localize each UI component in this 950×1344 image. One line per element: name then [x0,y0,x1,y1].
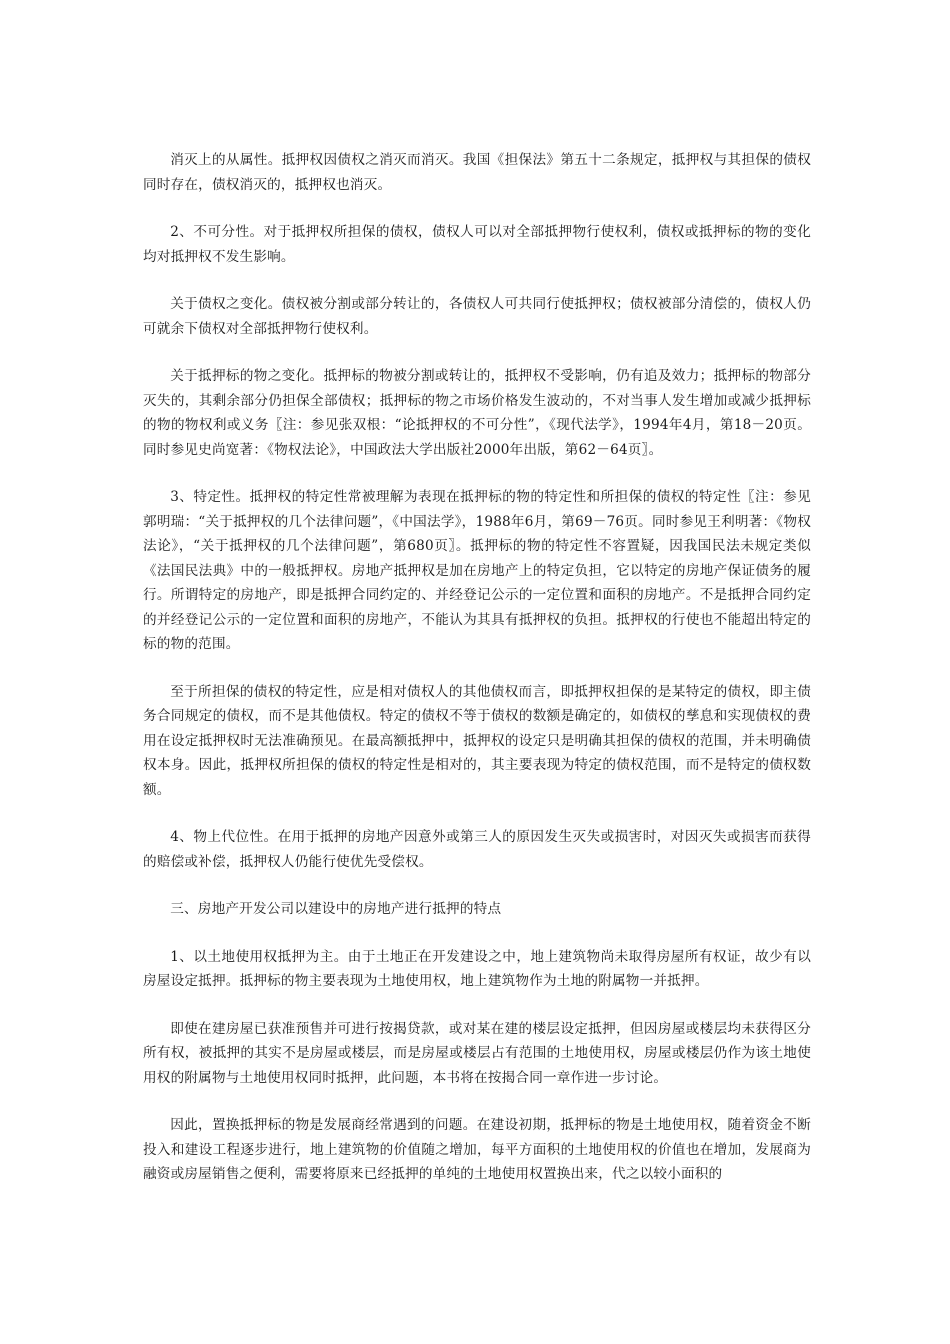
paragraph-6: 至于所担保的债权的特定性，应是相对债权人的其他债权而言，即抵押权担保的是某特定的债权，即主债务合同规定的债权，而不是其他债权。特定的债权不等于债权的数额是确定的，如债权的孳息和实现债权的费用在设定抵押权时无法准确预见。在最高额抵押中，抵押权的设定只是明确其担保的债权的范围，并未明确债权本身。因此，抵押权所担保的债权的特定性是相对的，其主要表现为特定的债权范围，而不是特定的债权数额。 [143,683,811,798]
paragraph-11: 因此，置换抵押标的物是发展商经常遇到的问题。在建设初期，抵押标的物是土地使用权，随着资金不断投入和建设工程逐步进行，地上建筑物的价值随之增加，每平方面积的土地使用权的价值也在增加，发展商为融资或房屋销售之便利，需要将原来已经抵押的单纯的土地使用权置换出来，代之以较小面积的 [143,1117,811,1182]
paragraph-7: 4、物上代位性。在用于抵押的房地产因意外或第三人的原因发生灭失或损害时，对因灭失或损害而获得的赔偿或补偿，抵押权人仍能行使优先受偿权。 [143,829,811,870]
paragraph-10: 即使在建房屋已获准预售并可进行按揭贷款，或对某在建的楼层设定抵押，但因房屋或楼层均未获得区分所有权，被抵押的其实不是房屋或楼层，而是房屋或楼层占有范围的土地使用权，房屋或楼层仍作为该土地使用权的附属物与土地使用权同时抵押，此问题，本书将在按揭合同一章作进一步讨论。 [143,1020,811,1086]
section-heading: 三、房地产开发公司以建设中的房地产进行抵押的特点 [170,901,502,917]
paragraph-3: 关于债权之变化。债权被分割或部分转让的，各债权人可共同行使抵押权；债权被部分清偿的，债权人仍可就余下债权对全部抵押物行使权利。 [143,296,811,337]
paragraph-5: 3、特定性。抵押权的特定性常被理解为表现在抵押标的物的特定性和所担保的债权的特定性〖注：参见郭明瑞：“关于抵押权的几个法律问题”，《中国法学》，1988年6月，第69－76页。同时参见王利明著：《物权法论》，“关于抵押权的几个法律问题”，第680页〗。抵押标的物的特定性不容置疑，因我国民法未规定类似《法国民法典》中的一般抵押权。房地产抵押权是加在房地产上的特定负担，它以特定的房地产保证债务的履行。所谓特定的房地产，即是抵押合同约定的、并经登记公示的一定位置和面积的房地产。不是抵押合同约定的并经登记公示的一定位置和面积的房地产，不能认为其具有抵押权的负担。抵押权的行使也不能超出特定的标的物的范围。 [143,489,811,652]
paragraph-9: 1、以土地使用权抵押为主。由于土地正在开发建设之中，地上建筑物尚未取得房屋所有权证，故少有以房屋设定抵押。抵押标的物主要表现为土地使用权，地上建筑物作为土地的附属物一并抵押。 [143,948,811,989]
paragraph-4: 关于抵押标的物之变化。抵押标的物被分割或转让的，抵押权不受影响，仍有追及效力；抵押标的物部分灭失的，其剩余部分仍担保全部债权；抵押标的物之市场价格发生波动的，不对当事人发生增加或减少抵押标的物的物权利或义务〖注：参见张双根：“论抵押权的不可分性”，《现代法学》，1994年4月，第18－20页。同时参见史尚宽著：《物权法论》，中国政法大学出版社2000年出版，第62－64页〗。 [143,368,811,458]
paragraph-2: 2、不可分性。对于抵押权所担保的债权，债权人可以对全部抵押物行使权利，债权或抵押标的物的变化均对抵押权不发生影响。 [143,224,811,265]
paragraph-1: 消灭上的从属性。抵押权因债权之消灭而消灭。我国《担保法》第五十二条规定，抵押权与其担保的债权同时存在，债权消灭的，抵押权也消灭。 [143,152,811,193]
document-body [143,148,811,1210]
